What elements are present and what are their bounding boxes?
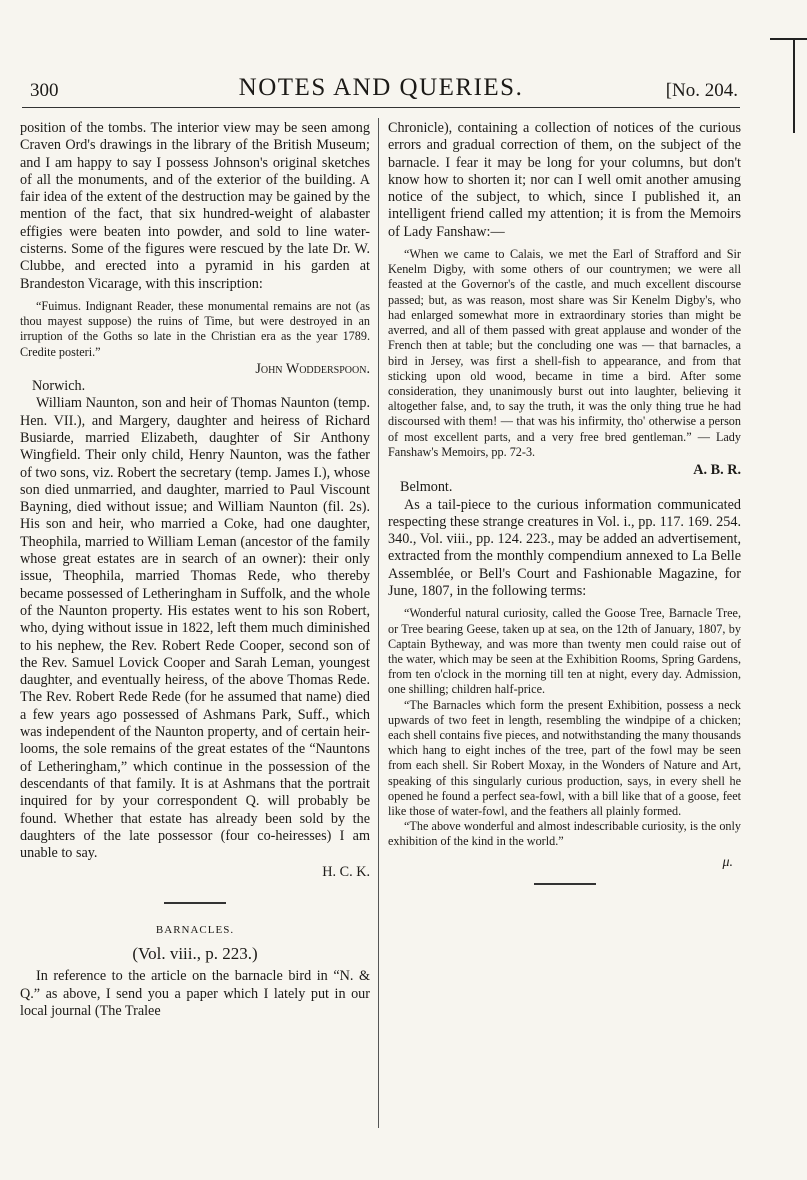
inscription-quote: “Fuimus. Indignant Reader, these monumental remains are not (as thou mayest suppose) the ruins of Time, but were destroyed in an irruption of the Goths so late in the Christian era as the year 1789. Credite posteri.” [20,298,370,359]
advertisement-quote: “The above wonderful and almost indescribable curiosity, is the only exhibition of the kind in the world.” [388,819,741,849]
running-header [22,74,740,104]
place-line: Norwich. [32,378,86,395]
advertisement-quote: “The Barnacles which form the present Exhibition, possess a neck upwards of two feet in length, resembling the windpipe of a chicken; each shell contains five pieces, and notwithstanding the many thousands which hang to eight inches of the tree, part of the fowl may be seen from each shell. Sir Robert Moxay, in the Wonders of Nature and Art, speaking of this singularly curious production, says, in every shell he opened he found a perfect sea-fowl, with a bill like that of a goose, feet like those of water-fowl, and the feathers all plainly formed. [388,697,741,818]
signature: H. C. K. [322,864,370,881]
right-column [388,120,741,885]
memoir-quote: “When we came to Calais, we met the Earl of Strafford and Sir Kenelm Digby, with some others of our countrymen; we were all feasted at the Governor's of the castle, and much excellent discourse passed; but, as was reason, most share was Sir Kenelm Digby's, who had enlarged somewhat more in extraordinary stories than might be averred, and all of them passed with great applause and wonder of the French then at table; but the concluding one was — that barnacles, a bird in Jersey, was first a shell-fish to appearance, and from that sticking upon old wood, became in time a bird. After some consideration, they unanimously burst out into laughter, believing it altogether false, and, to say the truth, it was the only thing true he had discoursed with them! — that was his infirmity, tho' otherwise a person of most excellent parts, and a very free bred gentleman.” — Lady Fanshaw's Memoirs, pp. 72-3. [388,247,741,459]
signature: John Wodderspoon. [255,360,370,377]
left-column [20,120,370,1020]
column-divider [378,118,379,1128]
paragraph: William Naunton, son and heir of Thomas Naunton (temp. Hen. VII.), and Margery, daughter and heiress of Richard Busiarde, married Elizabeth, daughter of Sir Anthony Wingfield. Their only child, Henry Naunton, was the father of two sons, viz. Robert the secretary (temp. James I.), whose son died unmarried, and daughter, married to Paul Viscount Bayning, died without issue; and William Naunton (fil. 2s). His son and heir, who married a Coke, had one daughter, Theophila, married to William Leman (ancestor of the family whose great estates are in search of an owner): their only issue, Theophila, married Thomas Rede, who thereby became possessed of Letheringham in Suffolk, and the whole of the Naunton property. His estates went to his son Robert, who, dying without issue in 1822, left them much diminished to his nephew, the Rev. Robert Rede Cooper, second son of the Rev. Samuel Lovick Cooper and Sarah Leman, youngest daughter, and eventually heiress, of the above Thomas Rede. The Rev. Robert Rede Rede (for he assumed that name) died a few years ago possessed of Ashmans Park, Suff., which was independent of the Naunton property, and of certain heir-looms, the sole remains of the great estates of the “Nauntons of Letheringham,” which continue in the possession of the descendants of that family. It is at Ashmans that the portrait inquired for by your correspondent Q. will probably be found. Whether that estate has already been sold by the daughters of the late possessor (four co-heiresses) I am unable to say. [20,395,370,862]
corner-rule [770,38,807,40]
issue-number: [No. 204. [665,80,738,101]
paragraph: position of the tombs. The interior view may be seen among Craven Ord's drawings in the library of the British Museum; and I am happy to say I possess Johnson's original sketches of all the monuments, and of the exterior of the building. A fair idea of the extent of the destruction may be gained by the mention of the fact, that six hundred-weight of alabaster effigies were beaten into powder, and sold to line water-cisterns. Some of the figures were rescued by the late Dr. W. Clubbe, and erected into a pyramid in his garden at Brandeston Vicarage, with this inscription: [20,120,370,292]
section-separator [164,902,226,904]
section-title: BARNACLES. [155,923,235,936]
signature: A. B. R. [693,461,741,478]
paragraph: In reference to the article on the barnacle bird in “N. & Q.” as above, I send you a paper which I lately put in our local journal (The Tralee [20,968,370,1019]
advertisement-quote: “Wonderful natural curiosity, called the Goose Tree, Barnacle Tree, or Tree bearing Geese, taken up at sea, on the 12th of January, 1807, by Captain Bytheway, and was more than twenty men could raise out of the water, which may be seen at the Exhibition Rooms, Spring Gardens, from ten o'clock in the morning till ten at night, every day. Admission, one shilling; children half-price. [388,606,741,697]
place-line: Belmont. [400,479,453,496]
paragraph: As a tail-piece to the curious information communicated respecting these strange creatures in Vol. i., pp. 117. 169. 254. 340., Vol. viii., pp. 124. 223., may be added an advertisement, extracted from the monthly compendium annexed to La Belle Assemblée, or Bell's Court and Fashionable Magazine, for June, 1807, in the following terms: [388,496,741,599]
signature: μ. [722,854,733,870]
corner-rule [793,38,795,133]
header-rule [22,107,740,108]
paragraph: Chronicle), containing a collection of notices of the curious errors and gradual correction of them, on the subject of the barnacle. I fear it may be long for your columns, but don't know how to shorten it; nor can I well omit another amusing notice of the subject, to which, since I published it, an intelligent friend called my attention; it is from the Memoirs of Lady Fanshaw:— [388,120,741,240]
section-separator [534,883,596,885]
journal-title: NOTES AND QUERIES. [238,74,524,101]
page-number: 300 [30,80,59,101]
section-reference: (Vol. viii., p. 223.) [132,943,258,963]
